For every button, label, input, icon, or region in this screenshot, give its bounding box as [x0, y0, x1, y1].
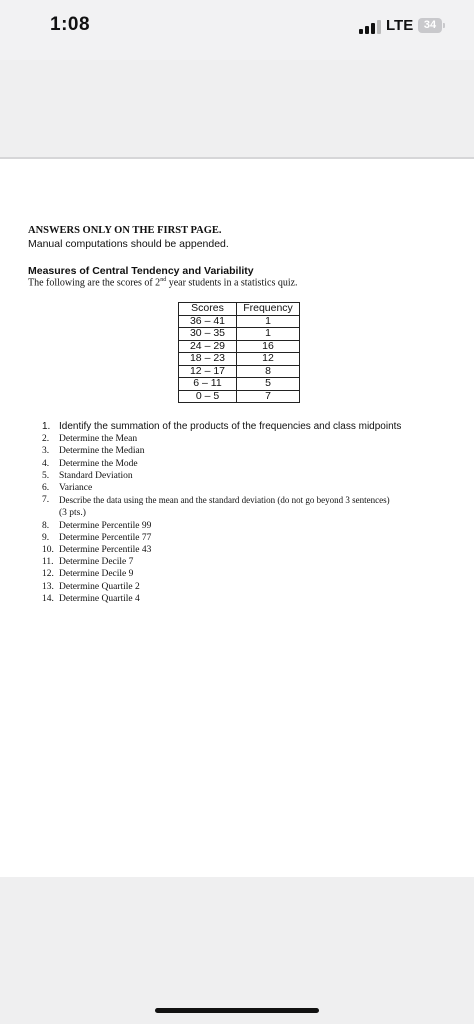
document-page[interactable]	[0, 159, 474, 877]
list-item	[42, 445, 462, 457]
question-number: 5.	[42, 470, 50, 481]
score-cell: 36 – 41	[179, 315, 237, 328]
score-cell: 24 – 29	[179, 340, 237, 353]
intro-text-start: The following are the scores of 2	[28, 277, 161, 289]
question-text: Determine Decile 9	[59, 569, 134, 580]
score-cell: 18 – 23	[179, 353, 237, 366]
table-row	[179, 365, 300, 378]
list-item	[42, 494, 462, 519]
header-scores: Scores	[179, 303, 237, 316]
signal-strength-icon	[359, 20, 381, 34]
question-text: Determine the Mode	[59, 458, 138, 469]
network-type: LTE	[386, 17, 414, 34]
question-number: 14.	[42, 593, 54, 604]
list-item	[42, 458, 462, 470]
heading-manual-computations: Manual computations should be appended.	[28, 238, 229, 250]
question-list	[42, 421, 462, 605]
home-indicator[interactable]	[155, 1008, 319, 1013]
battery-cap	[443, 23, 445, 28]
intro-text	[28, 277, 298, 288]
list-item	[42, 520, 462, 532]
question-number: 8.	[42, 520, 50, 531]
score-cell: 30 – 35	[179, 328, 237, 341]
table-header-row	[179, 303, 300, 316]
frequency-cell: 7	[237, 390, 300, 403]
question-number: 2.	[42, 434, 50, 445]
question-text: Determine the Mean	[59, 434, 138, 445]
question-text: Determine Percentile 77	[59, 532, 152, 543]
frequency-cell: 8	[237, 365, 300, 378]
question-text: Determine Quartile 2	[59, 581, 140, 592]
frequency-cell: 12	[237, 353, 300, 366]
list-item	[42, 581, 462, 593]
table-row	[179, 353, 300, 366]
question-number: 13.	[42, 581, 54, 592]
frequency-cell: 1	[237, 315, 300, 328]
frequency-cell: 16	[237, 340, 300, 353]
question-number: 12.	[42, 569, 54, 580]
question-text: Determine Quartile 4	[59, 593, 140, 604]
list-item	[42, 421, 462, 433]
question-number: 1.	[42, 421, 51, 432]
list-item	[42, 593, 462, 605]
battery-icon: 34	[418, 18, 442, 33]
list-item	[42, 544, 462, 556]
table-row	[179, 315, 300, 328]
intro-text-end: year students in a statistics quiz.	[166, 277, 298, 289]
question-text: Describe the data using the mean and the standard deviation (do not go beyond 3 sentences)	[59, 495, 390, 506]
heading-answers-only: ANSWERS ONLY ON THE FIRST PAGE.	[28, 225, 222, 236]
list-item	[42, 482, 462, 494]
question-text: Determine Decile 7	[59, 557, 134, 568]
section-title: Measures of Central Tendency and Variability	[28, 265, 254, 277]
list-item	[42, 470, 462, 482]
question-number: 10.	[42, 545, 54, 556]
intro-superscript: nd	[160, 277, 167, 283]
question-text: Variance	[59, 483, 93, 494]
frequency-cell: 5	[237, 378, 300, 391]
question-number: 7.	[42, 495, 50, 506]
list-item	[42, 532, 462, 544]
top-blank-area	[0, 60, 474, 158]
status-bar	[0, 0, 474, 60]
question-number: 6.	[42, 483, 50, 494]
question-text: Determine the Median	[59, 446, 145, 457]
question-number: 3.	[42, 446, 50, 457]
header-frequency: Frequency	[237, 303, 300, 316]
question-text: Standard Deviation	[59, 470, 133, 481]
frequency-table	[178, 302, 300, 403]
question-text: Determine Percentile 99	[59, 520, 152, 531]
table-row	[179, 328, 300, 341]
question-number: 9.	[42, 532, 50, 543]
list-item	[42, 433, 462, 445]
question-number: 4.	[42, 458, 50, 469]
list-item	[42, 568, 462, 580]
table-row	[179, 340, 300, 353]
score-cell: 0 – 5	[179, 390, 237, 403]
table-row	[179, 390, 300, 403]
score-cell: 6 – 11	[179, 378, 237, 391]
status-time: 1:08	[50, 14, 91, 35]
question-text: Determine Percentile 43	[59, 545, 152, 556]
list-item	[42, 556, 462, 568]
bottom-blank-area	[0, 877, 474, 1024]
score-cell: 12 – 17	[179, 365, 237, 378]
table-row	[179, 378, 300, 391]
question-number: 11.	[42, 557, 54, 568]
frequency-cell: 1	[237, 328, 300, 341]
question-points: (3 pts.)	[59, 508, 86, 519]
question-text: Identify the summation of the products of the frequencies and class midpoints	[59, 421, 402, 432]
